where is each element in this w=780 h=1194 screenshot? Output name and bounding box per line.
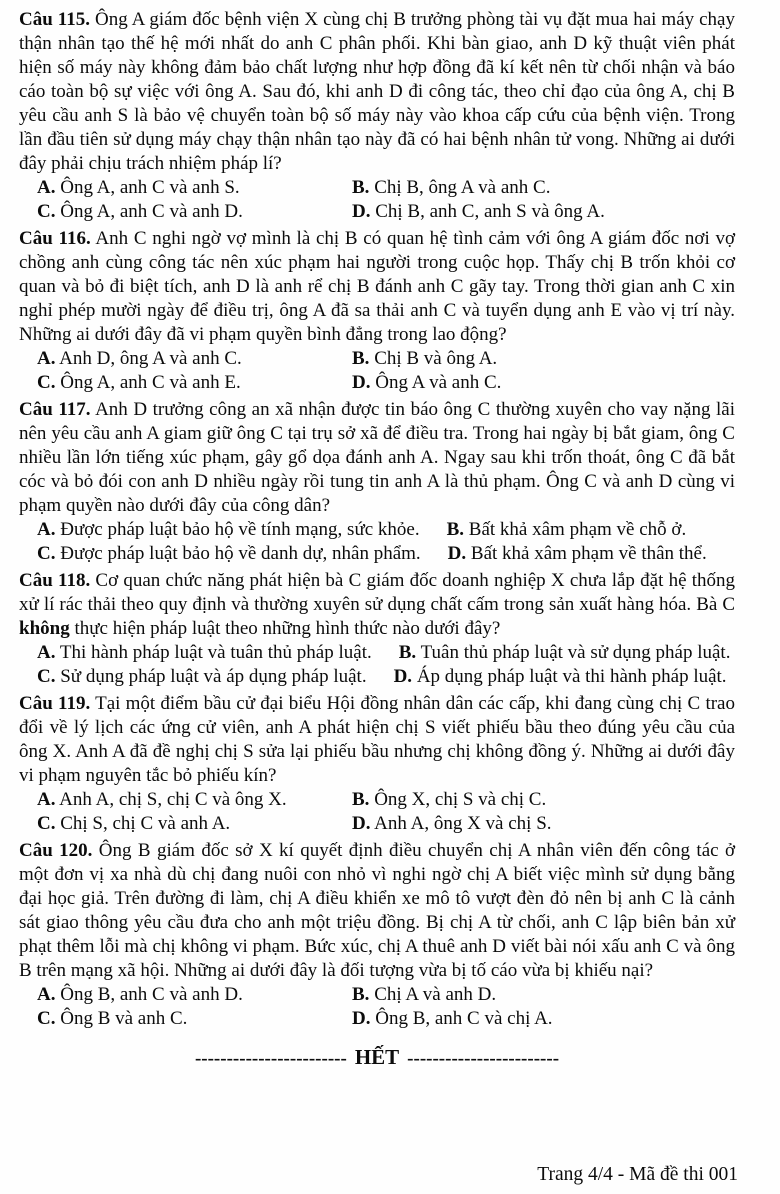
option-text: Chị B, ông A và anh C.: [369, 177, 551, 198]
option-letter: A.: [37, 177, 56, 198]
option-text: Chị B, anh C, anh S và ông A.: [370, 201, 605, 222]
question-117: [19, 398, 735, 566]
question-115: [19, 8, 735, 224]
question-118-body-after: thực hiện pháp luật theo những hình thức nào dưới đây?: [69, 618, 501, 639]
option-text: Chị S, chị C và anh A.: [55, 813, 231, 834]
question-120-text: [19, 839, 735, 983]
question-118-body: Cơ quan chức năng phát hiện bà C giám đốc doanh nghiệp X chưa lắp đặt hệ thống xử lí rác thải theo quy định và thường xuyên sử dụng chất cấm trong sản xuất hàng hóa. Bà C: [19, 570, 735, 615]
option-letter: B.: [352, 789, 370, 810]
question-117-option-a: [37, 518, 447, 542]
question-120-option-a: [37, 983, 352, 1007]
question-115-text: [19, 8, 735, 176]
question-117-option-b: [447, 518, 687, 542]
question-119-body: Tại một điểm bầu cử đại biểu Hội đồng nhân dân các cấp, khi đang cùng chị C trao đổi về lý lịch các ứng cử viên, anh A phát hiện chị S viết phiếu bầu theo đúng yêu cầu của ông X. Anh A đã đề nghị chị S sửa lại phiếu bầu nhưng chị không đồng ý. Những ai dưới đây vi phạm nguyên tắc bỏ phiếu kín?: [19, 693, 735, 786]
option-text: Sử dụng pháp luật và áp dụng pháp luật.: [55, 666, 367, 687]
option-letter: B.: [352, 348, 370, 369]
question-115-options-row-2: [19, 200, 735, 224]
question-116-options-row-1: [19, 347, 735, 371]
question-115-option-d: [352, 200, 605, 224]
question-116-text: [19, 227, 735, 347]
option-text: Bất khả xâm phạm về thân thể.: [466, 543, 707, 564]
question-118: [19, 569, 735, 689]
option-text: Thi hành pháp luật và tuân thủ pháp luật.: [55, 642, 372, 663]
question-115-option-c: [37, 200, 352, 224]
question-119-option-c: [37, 812, 352, 836]
question-120-option-b: [352, 983, 496, 1007]
question-116-option-d: [352, 371, 501, 395]
question-118-number: Câu 118.: [19, 570, 91, 591]
option-letter: B.: [352, 177, 370, 198]
option-text: Áp dụng pháp luật và thi hành pháp luật.: [412, 666, 727, 687]
end-dashes-left: ------------------------: [194, 1048, 347, 1069]
question-117-option-d: [448, 542, 707, 566]
question-118-body-bold: không: [19, 618, 70, 639]
question-120-number: Câu 120.: [19, 840, 93, 861]
question-116: [19, 227, 735, 395]
question-119-options-row-2: [19, 812, 735, 836]
question-118-option-c: [37, 665, 394, 689]
option-text: Ông B, anh C và anh D.: [55, 984, 243, 1005]
option-letter: C.: [37, 543, 56, 564]
question-115-options-row-1: [19, 176, 735, 200]
question-118-option-d: [394, 665, 727, 689]
option-letter: D.: [393, 666, 413, 687]
option-text: Anh D, ông A và anh C.: [55, 348, 242, 369]
question-119-options-row-1: [19, 788, 735, 812]
question-119-option-d: [352, 812, 552, 836]
question-119-text: [19, 692, 735, 788]
option-letter: D.: [352, 1008, 371, 1029]
option-text: Bất khả xâm phạm về chỗ ở.: [464, 519, 687, 540]
question-115-body: Ông A giám đốc bệnh viện X cùng chị B trưởng phòng tài vụ đặt mua hai máy chạy thận nhân tạo thế hệ mới nhất do anh C phân phối. Khi bàn giao, anh D kỹ thuật viên phát hiện số máy này không đảm bảo chất lượng như hợp đồng đã kí kết nên từ chối nhận và báo cáo toàn bộ sự việc với ông A. Sau đó, khi anh D đi công tác, theo chỉ đạo của ông A, chị B yêu cầu anh S là bảo vệ chuyển toàn bộ số máy này vào khoa cấp cứu của bệnh viện. Trong lần đầu tiên sử dụng máy chạy thận nhân tạo này đã có hai bệnh nhân tử vong. Những ai dưới đây phải chịu trách nhiệm pháp lí?: [19, 9, 735, 174]
option-letter: A.: [37, 984, 56, 1005]
option-text: Ông A, anh C và anh D.: [55, 201, 243, 222]
option-text: Chị A và anh D.: [369, 984, 497, 1005]
question-117-options-row-1: [19, 518, 735, 542]
question-115-option-b: [352, 176, 550, 200]
option-letter: D.: [352, 372, 371, 393]
option-letter: C.: [37, 666, 56, 687]
option-text: Anh A, ông X và chị S.: [370, 813, 552, 834]
option-letter: C.: [37, 813, 56, 834]
option-text: Tuân thủ pháp luật và sử dụng pháp luật.: [416, 642, 731, 663]
question-117-options-row-2: [19, 542, 735, 566]
end-label: HẾT: [354, 1045, 400, 1069]
question-115-number: Câu 115.: [19, 9, 90, 30]
option-text: Chị B và ông A.: [369, 348, 498, 369]
option-text: Được pháp luật bảo hộ về tính mạng, sức khỏe.: [55, 519, 420, 540]
question-117-number: Câu 117.: [19, 399, 91, 420]
option-letter: D.: [447, 543, 467, 564]
option-text: Ông A và anh C.: [370, 372, 502, 393]
option-letter: A.: [37, 789, 56, 810]
question-117-text: [19, 398, 735, 518]
option-text: Ông X, chị S và chị C.: [369, 789, 547, 810]
option-letter: A.: [37, 519, 56, 540]
question-116-option-b: [352, 347, 497, 371]
question-119-option-b: [352, 788, 546, 812]
question-120-options-row-1: [19, 983, 735, 1007]
question-118-options-row-1: [19, 641, 735, 665]
option-letter: A.: [37, 642, 56, 663]
question-117-option-c: [37, 542, 448, 566]
option-text: Ông B, anh C và chị A.: [370, 1008, 553, 1029]
question-116-number: Câu 116.: [19, 228, 91, 249]
option-text: Ông A, anh C và anh S.: [55, 177, 240, 198]
question-120-option-c: [37, 1007, 352, 1031]
question-116-body: Anh C nghi ngờ vợ mình là chị B có quan hệ tình cảm với ông A giám đốc nơi vợ chồng anh cùng công tác nên xúc phạm hai người trong cuộc họp. Thấy chị B trốn khỏi cơ quan và bỏ đi biệt tích, anh D là anh rể chị B đánh anh C gãy tay. Trong thời gian anh C xin nghỉ phép mười ngày để điều trị, ông A đã sa thải anh C và tuyển dụng anh E vào vị trí này. Những ai dưới đây đã vi phạm quyền bình đẳng trong lao động?: [19, 228, 735, 345]
option-letter: D.: [352, 813, 371, 834]
question-119-option-a: [37, 788, 352, 812]
question-120-body: Ông B giám đốc sở X kí quyết định điều chuyển chị A nhân viên đến công tác ở một đơn vị xa nhà dù chị đang nuôi con nhỏ vì nghi ngờ chị A biết việc mình sử dụng bằng đại học giả. Trên đường đi làm, chị A điều khiển xe mô tô vượt đèn đỏ nên bị anh C là cảnh sát giao thông yêu cầu đưa cho anh một triệu đồng. Bị chị A từ chối, anh C lập biên bản xử phạt thêm lỗi mà chị không vi phạm. Bức xúc, chị A thuê anh D viết bài nói xấu anh C và ông B trên mạng xã hội. Những ai dưới đây là đối tượng vừa bị tố cáo vừa bị khiếu nại?: [19, 840, 735, 981]
question-118-text: [19, 569, 735, 641]
option-text: Anh A, chị S, chị C và ông X.: [55, 789, 287, 810]
option-letter: C.: [37, 1008, 56, 1029]
option-letter: B.: [352, 984, 370, 1005]
question-119: [19, 692, 735, 836]
option-letter: D.: [352, 201, 371, 222]
option-letter: B.: [398, 642, 417, 663]
question-116-options-row-2: [19, 371, 735, 395]
question-120-options-row-2: [19, 1007, 735, 1031]
question-115-option-a: [37, 176, 352, 200]
end-dashes-right: ------------------------: [407, 1048, 560, 1069]
question-119-number: Câu 119.: [19, 693, 91, 714]
option-text: Ông B và anh C.: [55, 1008, 188, 1029]
end-of-exam-marker: [19, 1045, 735, 1071]
question-117-body: Anh D trưởng công an xã nhận được tin báo ông C thường xuyên cho vay nặng lãi nên yêu cầu anh A giam giữ ông C tại trụ sở xã để điều tra. Trong hai ngày bị bắt giam, ông C nhiều lần lớn tiếng xúc phạm, gây gổ dọa đánh anh A. Ngay sau khi trốn thoát, ông C đã bắt cóc và bỏ đói con anh D nhiều ngày rồi tung tin anh A là thủ phạm. Ông C và anh D cùng vi phạm quyền nào dưới đây của công dân?: [19, 399, 735, 516]
option-text: Được pháp luật bảo hộ về danh dự, nhân phẩm.: [55, 543, 421, 564]
option-letter: C.: [37, 372, 56, 393]
question-118-option-a: [37, 641, 399, 665]
page-footer: Trang 4/4 - Mã đề thi 001: [537, 1164, 738, 1185]
option-letter: B.: [446, 519, 465, 540]
question-118-option-b: [399, 641, 731, 665]
option-letter: C.: [37, 201, 56, 222]
question-118-options-row-2: [19, 665, 735, 689]
question-120: [19, 839, 735, 1031]
question-116-option-c: [37, 371, 352, 395]
question-116-option-a: [37, 347, 352, 371]
question-120-option-d: [352, 1007, 553, 1031]
option-letter: A.: [37, 348, 56, 369]
option-text: Ông A, anh C và anh E.: [55, 372, 241, 393]
